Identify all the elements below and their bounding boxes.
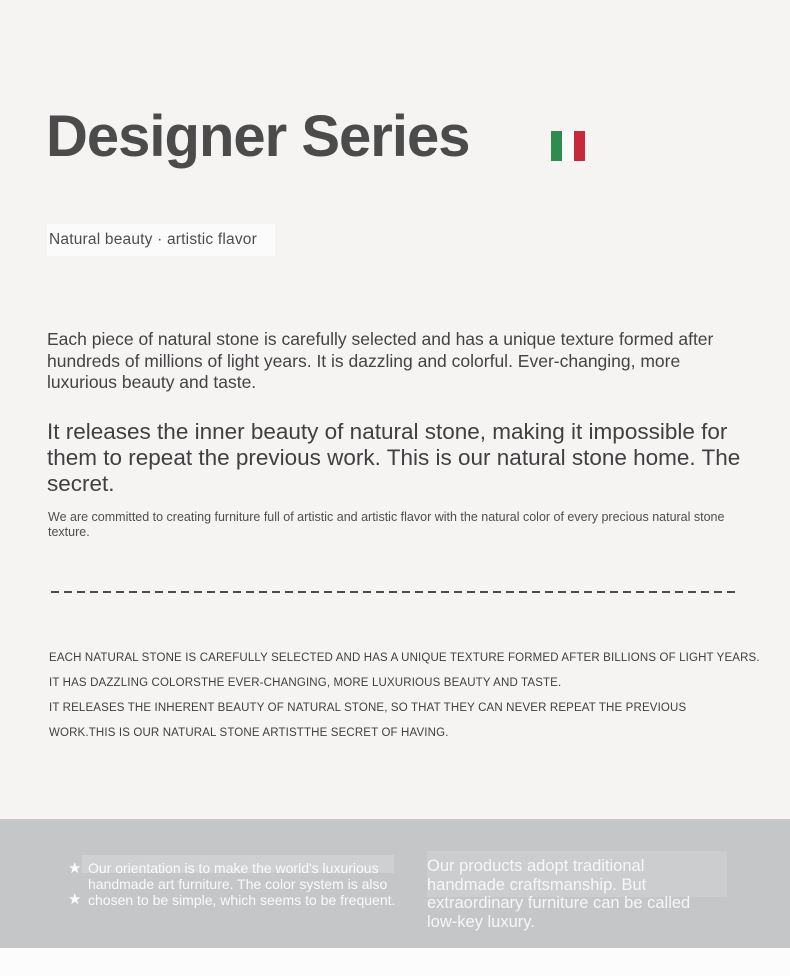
footer-left-line-3: chosen to be simple, which seems to be frequent. — [88, 892, 396, 908]
footer-left-line-2: handmade art furniture. The color system is also — [88, 876, 388, 892]
feature-paragraph: It releases the inner beauty of natural stone, making it impossible for them to repeat the previous work. This is our natural stone home. The secret. — [47, 419, 741, 496]
dashed-divider — [51, 591, 740, 593]
footer-band — [0, 819, 790, 948]
star-icon: ★ — [68, 860, 82, 877]
footer-right-line-1: Our products adopt traditional — [427, 857, 645, 875]
detail-line-4: WORK.THIS IS OUR NATURAL STONE ARTISTTHE SECRET OF HAVING. — [49, 727, 449, 739]
subtitle-highlight — [47, 224, 275, 256]
detail-lines — [49, 652, 769, 752]
flag-green-stripe — [551, 131, 562, 161]
italy-flag-icon — [551, 131, 585, 161]
footer-right-column — [427, 857, 690, 931]
flag-red-stripe — [574, 131, 585, 161]
footer-right-line-2: handmade craftsmanship. But — [427, 875, 647, 894]
footer-right-line-4: low-key luxury. — [427, 912, 535, 931]
flag-white-stripe — [562, 131, 573, 161]
intro-paragraph: Each piece of natural stone is carefully selected and has a unique texture formed after hundreds of millions of light years. It is dazzling and colorful. Ever-changing, more luxurious beauty and taste. — [47, 329, 714, 392]
footer-right-line-3: extraordinary furniture can be called — [427, 894, 691, 912]
page-title: Designer Series — [46, 104, 470, 169]
commitment-paragraph: We are committed to creating furniture full of artistic and artistic flavor with the natural color of every precious natural stone texture. — [48, 510, 725, 539]
detail-line-2: IT HAS DAZZLING COLORSTHE EVER-CHANGING, MORE LUXURIOUS BEAUTY AND TASTE. — [49, 677, 562, 689]
detail-line-3: IT RELEASES THE INHERENT BEAUTY OF NATURAL STONE, SO THAT THEY CAN NEVER REPEAT THE PREVIOUS — [49, 702, 687, 714]
star-icon: ★ — [68, 891, 82, 908]
footer-left-column — [88, 860, 395, 908]
footer-left-line-1: Our orientation is to make the world's luxurious — [88, 860, 379, 876]
bottom-strip — [0, 948, 790, 976]
subtitle: Natural beauty · artistic flavor — [49, 231, 257, 248]
detail-line-1: EACH NATURAL STONE IS CAREFULLY SELECTED AND HAS A UNIQUE TEXTURE FORMED AFTER BILLIONS OF LIGHT YEARS. — [49, 652, 760, 664]
